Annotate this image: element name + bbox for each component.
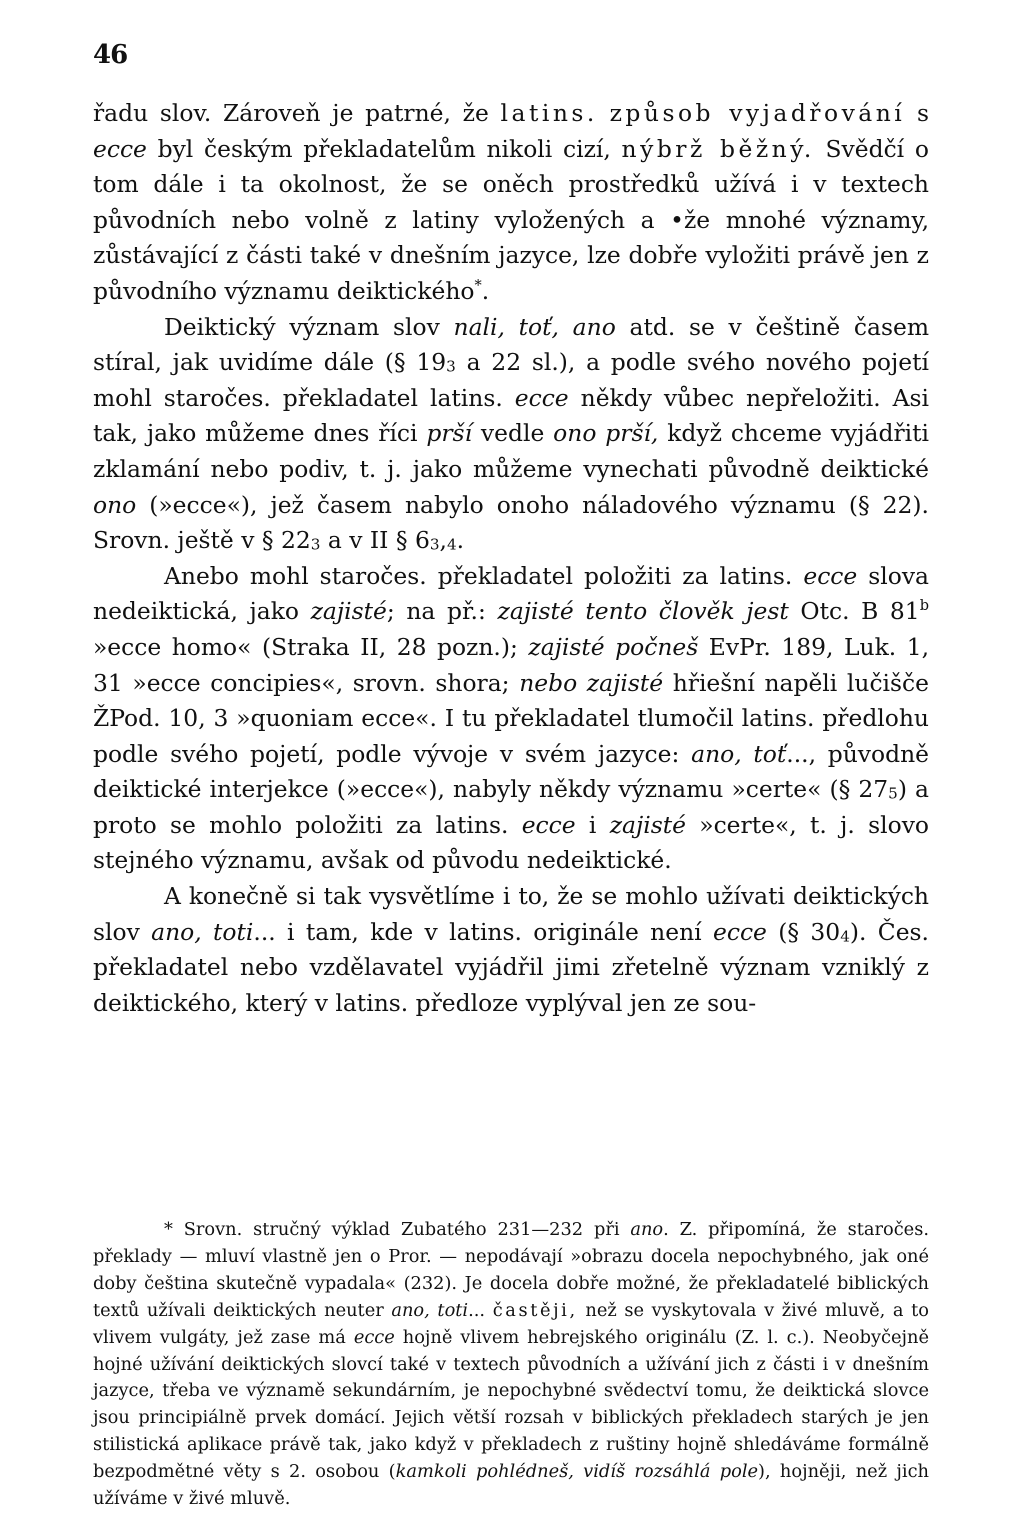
text-run: ... i tam, kde v latins. originále není bbox=[253, 917, 713, 946]
text-run: Anebo mohl staročes. překladatel položiti za latins. bbox=[164, 561, 804, 590]
italic-text: nebo zajisté bbox=[519, 668, 664, 697]
paragraph bbox=[93, 559, 929, 879]
text-run: byl českým překladatelům nikoli cizí, bbox=[146, 134, 622, 163]
text-run: ). Čes. překladatel nebo vzdělavatel vyjádřil jimi zřetelně význam vzniklý z deiktického, který v latins. předloze vyplýval jen ze sou- bbox=[93, 917, 929, 1017]
text-run: ... bbox=[468, 1299, 493, 1321]
italic-text: prší bbox=[426, 419, 473, 448]
text-run: (»ecce«), jež časem nabylo onoho náladového významu (§ 22). Srovn. ještě v § 22 bbox=[93, 490, 929, 555]
subscript-index: 5 bbox=[888, 784, 898, 803]
text-run: řadu slov. Zároveň je patrné, že bbox=[93, 99, 501, 127]
italic-text: nali, toť, ano bbox=[453, 312, 616, 341]
text-run: . Z. připomíná, že staročes. překlady — mluví vlastně jen o Pror. — nepodávají »obrazu docela nepochybného, jak oné doby čeština skutečně vypadala« (232). Je docela dobře možné, že překladatelé biblických textů užívali deiktických neuter bbox=[93, 1219, 929, 1321]
text-run: a 22 sl.), a podle svého nového pojetí mohl staročes. překladatel latins. bbox=[93, 348, 929, 412]
spaced-text: způsob vyjadřování bbox=[609, 99, 906, 127]
italic-text: ano, toti bbox=[391, 1299, 469, 1321]
page-number: 46 bbox=[93, 40, 128, 70]
italic-text: kamkoli pohlédneš, vidíš rozsáhlá pole bbox=[395, 1461, 759, 1483]
text-run: »certe«, t. j. slovo stejného významu, avšak od původu nedeiktické. bbox=[93, 810, 929, 875]
text-run: ; na př.: bbox=[386, 597, 498, 626]
text-run: s bbox=[905, 99, 929, 127]
text-run: vedle bbox=[472, 419, 554, 448]
paragraph bbox=[93, 96, 929, 310]
italic-text: ecce bbox=[514, 383, 569, 412]
italic-text: ecce bbox=[803, 561, 858, 590]
subscript-index: 3 bbox=[429, 535, 440, 554]
footnote bbox=[93, 1217, 929, 1513]
text-run: slova nedeiktická, jako bbox=[93, 561, 929, 626]
text-run: ) a proto se mohlo položiti za latins. bbox=[93, 775, 930, 839]
subscript-index: 4 bbox=[446, 535, 457, 554]
text-run: »ecce homo« (Straka II, 28 pozn.); bbox=[93, 632, 529, 661]
text-run: Deiktický význam slov bbox=[164, 312, 454, 341]
text-run: když chceme vyjádřiti zklamání nebo podiv, t. j. jako můžeme vynechati původně deiktické bbox=[93, 419, 929, 483]
italic-text: ecce bbox=[353, 1326, 395, 1348]
text-run: atd. se v češtině časem stíral, jak uvidíme dále (§ 19 bbox=[93, 312, 930, 377]
text-run: a v II § 6 bbox=[320, 526, 430, 555]
italic-text: ano bbox=[630, 1219, 664, 1240]
text-run: i bbox=[575, 810, 610, 839]
italic-text: ano, toť bbox=[691, 739, 787, 768]
text-run: Otc. B 81 bbox=[788, 597, 920, 626]
italic-text: zajisté bbox=[609, 810, 686, 839]
text-run: Svědčí o tom dále i ta okolnost, že se oněch prostředků užívá i v textech původních nebo volně z latiny vyložených a •že mnohé významy, zůstávající z části také v dnešním jazyce, lze dobře vyložiti právě jen z původního významu deiktického bbox=[93, 134, 929, 305]
text-run: A konečně si tak vysvětlíme i to, že se mohlo užívati deiktických slov bbox=[93, 882, 929, 946]
italic-text: ecce bbox=[93, 134, 147, 163]
italic-text: ecce bbox=[521, 810, 576, 839]
text-run: ..., původně deiktické interjekce (»ecce«), nabyly někdy významu »certe« (§ 27 bbox=[93, 739, 929, 804]
italic-text: ecce bbox=[713, 917, 767, 946]
text-run: , bbox=[439, 526, 447, 555]
superscript: * bbox=[474, 278, 482, 295]
text-run: . bbox=[481, 276, 490, 305]
text-run: ), hojněji, než jich užíváme v živé mluvě. bbox=[93, 1461, 929, 1510]
text-run: . bbox=[456, 526, 465, 555]
subscript-index: 3 bbox=[310, 535, 321, 554]
italic-text: ano, toti bbox=[151, 917, 254, 946]
paragraph bbox=[93, 879, 929, 1021]
italic-text: zajisté počneš bbox=[528, 632, 699, 661]
text-run: EvPr. 189, Luk. 1, 31 »ecce concipies«, srovn. shora; bbox=[93, 632, 930, 697]
subscript-index: 4 bbox=[840, 927, 850, 946]
footnotes bbox=[93, 1217, 929, 1513]
italic-text: zajisté bbox=[310, 597, 387, 626]
spaced-text: častěji, bbox=[492, 1299, 578, 1321]
italic-text: zajisté tento člověk jest bbox=[497, 597, 789, 626]
italic-text: ono bbox=[93, 490, 137, 519]
text-run: * Srovn. stručný výklad Zubatého 231—232 při bbox=[164, 1219, 631, 1240]
superscript: b bbox=[919, 598, 929, 615]
main-text bbox=[93, 96, 929, 1021]
text-run: hřiešní napěli lučišče ŽPod. 10, 3 »quoniam ecce«. I tu překladatel tlumočil latins. předlohu podle svého pojetí, podle vývoje v svém jazyce: bbox=[93, 668, 929, 768]
paragraph bbox=[93, 310, 929, 559]
text-run: někdy vůbec nepřeložiti. Asi tak, jako můžeme dnes říci bbox=[93, 383, 929, 448]
subscript-index: 3 bbox=[446, 357, 456, 376]
text-run bbox=[598, 99, 610, 127]
text-run: (§ 30 bbox=[766, 917, 841, 946]
spaced-text: nýbrž běžný. bbox=[621, 134, 815, 163]
text-run: než se vyskytovala v živé mluvě, a to vlivem vulgáty, jež zase má bbox=[93, 1299, 930, 1348]
text-run: hojně vlivem hebrejského originálu (Z. l. c.). Neobyčejně hojné užívání deiktických slovcí také v textech původních a užívání jich z části i v dnešním jazyce, třeba ve významě sekundárním, je nepochybné svědectví tomu, že deiktická slovce jsou principiálně prvek domácí. Jejich větší rozsah v biblických překladech starých je jen stilistická aplikace právě tak, jako když v překladech z ruštiny hojně shledáváme formálně bezpodmětné věty s 2. osobou ( bbox=[93, 1326, 929, 1483]
spaced-text: latins. bbox=[500, 99, 598, 127]
italic-text: ono prší, bbox=[553, 419, 659, 448]
